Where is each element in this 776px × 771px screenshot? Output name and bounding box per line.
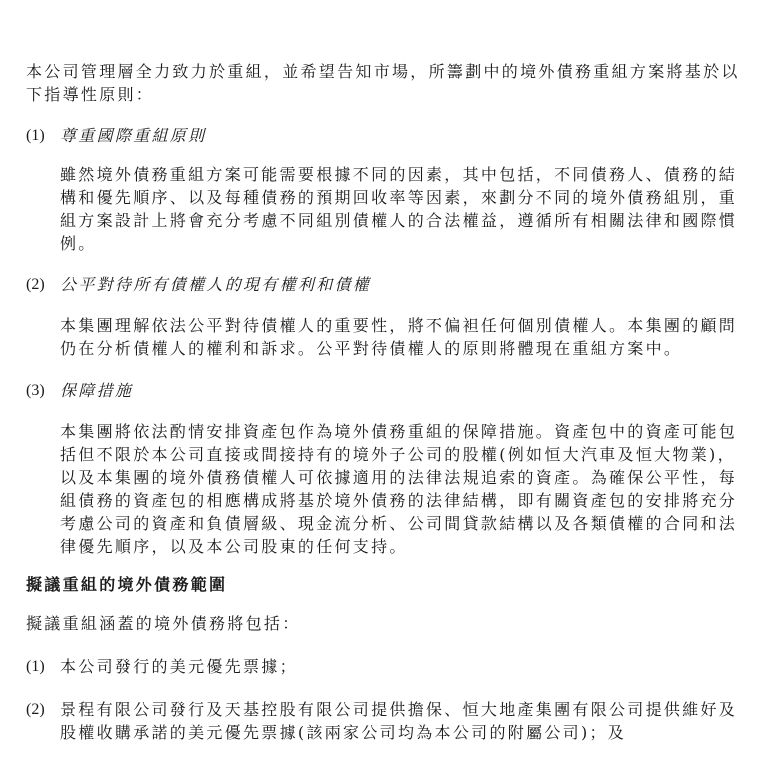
- item-number: (1): [26, 658, 45, 675]
- body-line: 本集團將依法酌情安排資產包作為境外債務重組的保障措施。資產包中的資產可能包: [60, 422, 738, 441]
- principle-title: 公平對待所有債權人的現有權利和債權: [60, 275, 372, 294]
- body-line: 本集團理解依法公平對待債權人的重要性，將不偏袒任何個別債權人。本集團的顧問: [60, 316, 738, 335]
- item-number: (2): [26, 701, 45, 718]
- item-number: (1): [26, 127, 45, 144]
- principle-3-body: [60, 420, 737, 558]
- principle-title: 尊重國際重組原則: [60, 126, 207, 145]
- principle-title: 保障措施: [60, 381, 134, 400]
- scope-item-text: [60, 698, 737, 744]
- body-line: 以及本集團的境外債務債權人可依據適用的法律法規追索的資產。為確保公平性，每: [60, 468, 738, 487]
- body-line: 考慮公司的資產和負債層級、現金流分析、公司間貸款結構以及各類債權的合同和法: [60, 514, 738, 533]
- principle-1-body: [60, 163, 737, 255]
- body-line: 雖然境外債務重組方案可能需要根據不同的因素，其中包括，不同債務人、債務的結: [60, 165, 738, 184]
- item-number: (3): [26, 382, 45, 399]
- body-line: 構和優先順序、以及每種債務的預期回收率等因素，來劃分不同的境外債務組別，重: [60, 188, 738, 207]
- body-line: 景程有限公司發行及天基控股有限公司提供擔保、恒大地產集團有限公司提供維好及: [60, 700, 738, 719]
- principle-2-body: [60, 314, 737, 360]
- scope-item-text: [60, 655, 298, 678]
- intro-line: 本公司管理層全力致力於重組，並希望告知市場，所籌劃中的境外債務重組方案將基於以: [26, 62, 740, 81]
- scope-intro: 擬議重組涵蓋的境外債務將包括：: [26, 614, 301, 633]
- body-line: 本公司發行的美元優先票據；: [60, 657, 298, 676]
- intro-line: 下指導性原則：: [26, 85, 155, 104]
- body-line: 組方案設計上將會充分考慮不同組別債權人的合法權益，遵循所有相關法律和國際慣: [60, 211, 738, 230]
- body-line: 股權收購承諾的美元優先票據(該兩家公司均為本公司的附屬公司)；及: [60, 723, 627, 742]
- section-heading: 擬議重組的境外債務範圍: [26, 575, 228, 594]
- item-number: (2): [26, 276, 45, 293]
- body-line: 律優先順序，以及本公司股東的任何支持。: [60, 537, 408, 556]
- body-line: 括但不限於本公司直接或間接持有的境外子公司的股權(例如恒大汽車及恒大物業)，: [60, 445, 736, 464]
- body-line: 仍在分析債權人的權利和訴求。公平對待債權人的原則將體現在重組方案中。: [60, 339, 683, 358]
- body-line: 例。: [60, 234, 97, 253]
- intro-paragraph: [26, 60, 740, 106]
- body-line: 組債務的資產包的相應構成將基於境外債務的法律結構，即有關資產包的安排將充分: [60, 491, 738, 510]
